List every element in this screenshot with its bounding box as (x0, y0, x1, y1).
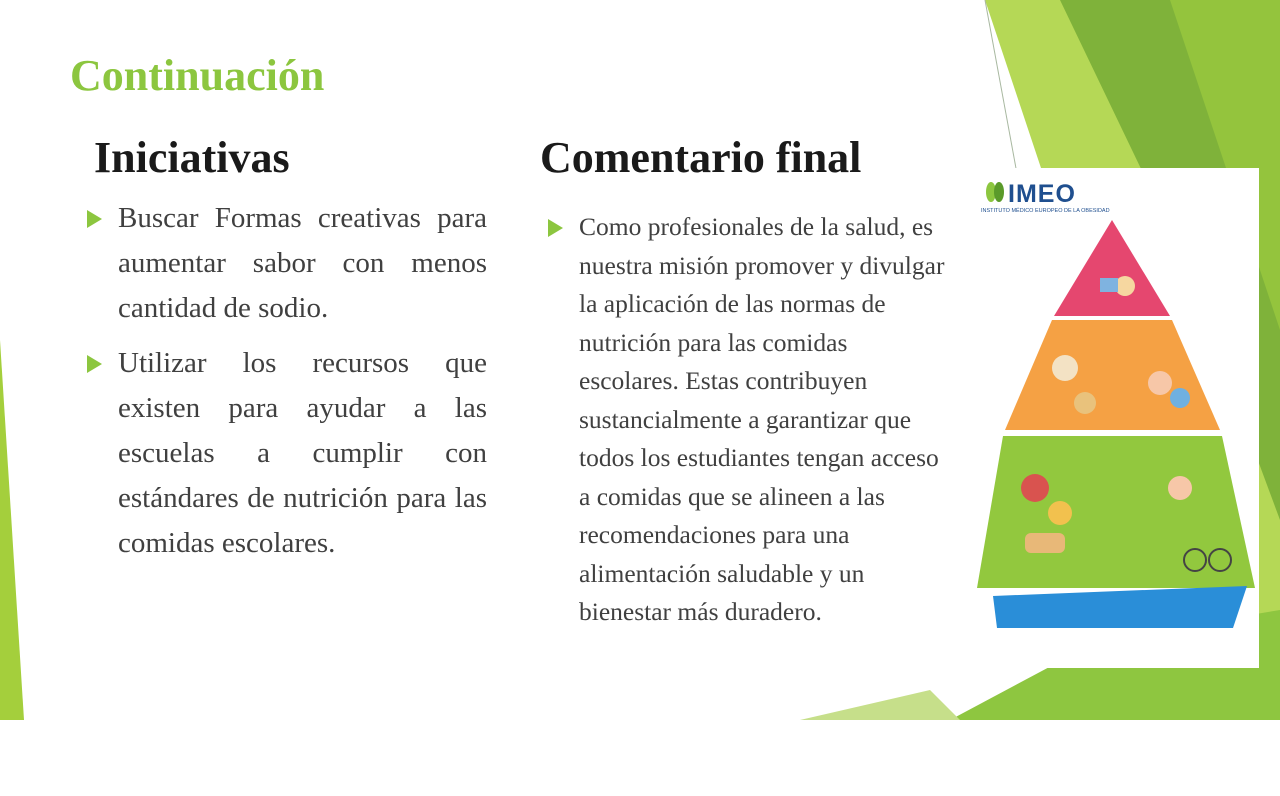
bullet-text: Utilizar los recursos que existen para ayudar a las escuelas a cumplir con estándares de nutrición para las comidas escolares. (118, 347, 487, 559)
initiatives-list (87, 196, 487, 576)
pyramid-middle-level (1005, 320, 1220, 430)
list-item (87, 196, 487, 331)
pyramid-base-level (977, 436, 1255, 588)
water-line-2: y muevete (1125, 784, 1175, 795)
pyramid-water-band (993, 586, 1247, 628)
food-pyramid-illustration (965, 168, 1259, 668)
left-green-strip (0, 340, 24, 720)
tv-illustration (1100, 278, 1118, 292)
triangle-bullet-icon (87, 355, 102, 373)
food-illustration (1052, 355, 1078, 381)
food-pyramid-poster (965, 168, 1259, 795)
slide-title: Continuación (70, 51, 325, 100)
list-item (548, 208, 948, 632)
initiatives-heading: Iniciativas (94, 133, 290, 182)
water-line-1: Bebe bastante agua (1102, 771, 1198, 782)
person-illustration (1168, 476, 1192, 500)
food-illustration (1048, 501, 1072, 525)
list-item (87, 341, 487, 566)
bullet-text: Buscar Formas creativas para aumentar sabor con menos cantidad de sodio. (118, 202, 487, 324)
pyramid-top-level (1054, 220, 1170, 316)
food-illustration (1025, 533, 1065, 553)
logo-subtitle: INSTITUTO MÉDICO EUROPEO DE LA OBESIDAD (981, 208, 1110, 214)
person-illustration (1170, 388, 1190, 408)
bullet-text: Como profesionales de la salud, es nuestra misión promover y divulgar la aplicación de las normas de nutrición para las comidas escolares. Estas contribuyen sustancialmente a garantizar que todos los estudiantes tengan acceso a comidas que se alineen a las recomendaciones para una alimentación saludable y un bienestar más duradero. (579, 212, 945, 626)
final-comment-heading: Comentario final (540, 133, 862, 182)
bottom-right-green-shade (800, 690, 960, 720)
water-caption (1085, 770, 1215, 796)
food-illustration (1074, 392, 1096, 414)
leaf-logo-icon (983, 180, 1007, 204)
triangle-bullet-icon (87, 210, 102, 228)
food-illustration (1021, 474, 1049, 502)
person-illustration (1148, 371, 1172, 395)
triangle-bullet-icon (548, 219, 563, 237)
logo-wordmark: IMEO (1008, 180, 1076, 208)
final-comment-list (548, 208, 948, 632)
